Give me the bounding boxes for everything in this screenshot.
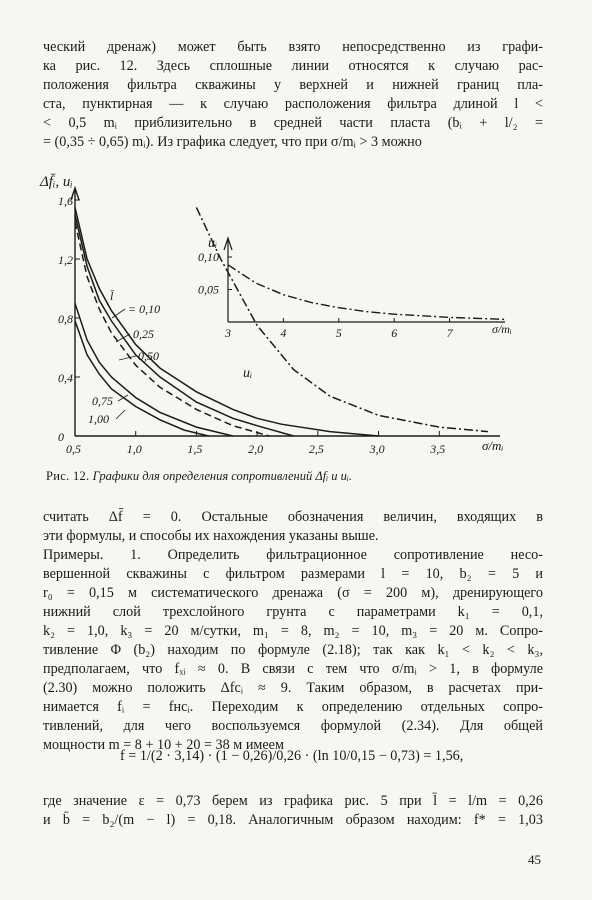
caption-text: Графики для определения сопротивлений Δfᵢ и uᵢ.: [92, 469, 353, 483]
text-line: вершенной скважины с фильтром размерами l = 10, b₂ = 5 и: [43, 566, 543, 582]
inset-ticks: [198, 250, 454, 340]
x-tick-label: 2,0: [248, 442, 264, 456]
inset-y-axis-label: uᵢ: [208, 236, 218, 251]
curve-label-0.75: 0,75: [92, 394, 113, 408]
inset-y-tick-label: 0,05: [198, 282, 219, 297]
text-line: нижний слой трехслойного грунта с параметрами k₁ = 0,1,: [43, 604, 543, 620]
inset-x-tick-label: 6: [391, 326, 398, 340]
text-line: k₂ = 1,0, k₃ = 20 м/сутки, m₁ = 8, m₂ = 10, m₃ = 20 м. Сопро-: [43, 623, 543, 639]
figure-caption: [46, 469, 352, 484]
inset-x-tick-label: 7: [446, 326, 453, 340]
page-number: 45: [528, 852, 541, 867]
text-line: мощности m = 8 + 10 + 20 = 38 м имеем: [43, 737, 284, 753]
text-line: тивлений, для чего воспользуемся формулой (2.34). Для общей: [43, 718, 543, 734]
text-line: < 0,5 mᵢ приблизительно в средней части пласта (bᵢ + l/₂ =: [43, 115, 543, 131]
curve-param-label: l̄: [110, 289, 114, 303]
y-axis-label: Δf̄ᵢ, uᵢ: [40, 174, 73, 190]
x-tick-label: 3,0: [369, 442, 385, 456]
text-line: считать Δf̄ = 0. Остальные обозначения величин, входящих в: [43, 509, 543, 525]
inset-y-tick-label: 0,10: [198, 250, 219, 264]
inset-curves: [228, 265, 505, 320]
curve-label-1.00: 1,00: [88, 412, 109, 426]
inset-series-line-0: [228, 265, 505, 320]
inset-x-axis-label: σ/mᵢ: [492, 322, 512, 336]
inset-x-tick-label: 4: [280, 326, 287, 340]
text-line: предполагаем, что fₓᵢ ≈ 0. В связи с тем что σ/mᵢ > 1, в формуле: [43, 661, 543, 677]
text-line: и b̄ = b₂/(m − l) = 0,18. Аналогичным образом находим: f* = 1,03: [43, 812, 543, 828]
x-axis-label: [482, 438, 503, 453]
text-line: где значение ε = 0,73 берем из графика рис. 5 при l̄ = l/m = 0,26: [43, 793, 543, 809]
after-equation-paragraph: [43, 792, 543, 830]
equation: f = 1/(2 · 3,14) · (1 − 0,26)/0,26 · (ln 10/0,15 − 0,73) = 1,56,: [120, 748, 464, 764]
y-tick-label: 1,6: [58, 194, 73, 208]
svg-text:σ/mᵢ: σ/mᵢ: [482, 438, 504, 453]
inset-x-tick-label: 5: [335, 326, 342, 340]
x-tick-label: 2,5: [308, 442, 324, 456]
x-tick-label: 1,5: [187, 442, 203, 456]
text-line: Примеры. 1. Определить фильтрационное сопротивление несо-: [43, 547, 543, 563]
x-tick-label: 3,5: [430, 442, 446, 456]
u-curve-label: uᵢ: [243, 366, 253, 381]
y-tick-label: 1,2: [58, 253, 73, 267]
text-line: ста, пунктирная — к случаю расположения фильтра длиной l <: [43, 96, 543, 112]
bottom-paragraph: [43, 508, 543, 755]
series-line-5: [196, 207, 488, 431]
inset-x-tick-label: 3: [225, 326, 231, 340]
y-tick-label: 0,8: [58, 312, 73, 326]
text-line: тивление Φ (b₂) находим по формуле (2.18); так как k₁ < k₂ < k₃,: [43, 642, 543, 658]
x-tick-label: 1,0: [126, 442, 142, 456]
curve-label-0.25: 0,25: [133, 327, 154, 341]
x-tick-label: 0,5: [66, 442, 81, 456]
text-line: ка рис. 12. Здесь сплошные линии относятся к случаю рас-: [43, 58, 543, 74]
text-line: нимается fᵢ = fнcᵢ. Переходим к определению отдельных сопро-: [43, 699, 543, 715]
text-line: (2.30) можно положить Δfcᵢ ≈ 9. Таким образом, в расчетах при-: [43, 680, 543, 696]
caption-label: Рис. 12.: [46, 469, 90, 483]
text-line: = (0,35 ÷ 0,65) mᵢ). Из графика следует, что при σ/mᵢ > 3 можно: [43, 134, 422, 150]
y-tick-label: 0,4: [58, 371, 73, 385]
text-line: эти формулы, и способы их нахождения указаны выше.: [43, 528, 379, 544]
inset-chart: [198, 236, 512, 340]
text-line: r₀ = 0,15 м систематического дренажа (σ = 200 м), дренирующего: [43, 585, 543, 601]
curve-label-0.50: 0,50: [138, 349, 159, 363]
text-line: ческий дренаж) может быть взято непосредственно из графи-: [43, 39, 543, 55]
text-line: положения фильтра скважины у верхней и нижней границ пла-: [43, 77, 543, 93]
curve-label-0.10: = 0,10: [128, 302, 161, 316]
y-tick-label: 0: [58, 430, 64, 444]
